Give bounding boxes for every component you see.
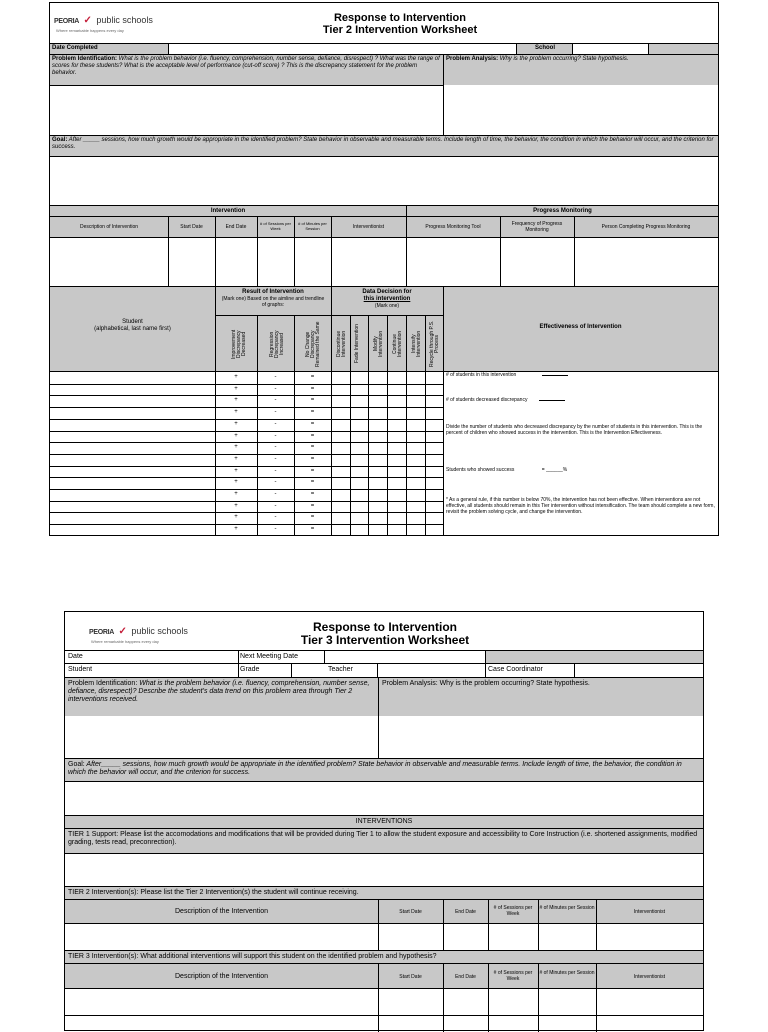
result-mark-improvement[interactable]: + — [234, 479, 238, 486]
result-mark-regression[interactable]: - — [274, 455, 277, 462]
result-mark-regression[interactable]: - — [274, 491, 277, 497]
col-minutes-per-session: # of Minutes per Session — [298, 221, 327, 231]
result-mark-improvement[interactable]: + — [234, 385, 238, 392]
eff-students-in-field[interactable] — [542, 375, 568, 376]
result-mark-no-change[interactable]: = — [310, 409, 315, 416]
result-mark-regression[interactable]: - — [274, 502, 277, 509]
goal-text: After _____ sessions, how much growth would be appropriate in the identified problem? State behavior in observable and measurable terms. Include length of time, the behavior, the condition in which the behavior will occur, and the criterion for success. — [52, 137, 714, 150]
tier2-intervention-entry-row[interactable] — [65, 924, 703, 950]
result-mark-improvement[interactable]: + — [234, 491, 238, 497]
t3-problem-identification-text: What is the problem behavior (i.e. fluency, comprehension, number sense, defiance, disrespect)? Describe the student's data trend on this problem area through Tier 2 interventions received. — [68, 680, 370, 703]
tier3-interventions-prompt: TIER 3 Intervention(s): What additional interventions will support this student on the identified problem and hypothesis? — [65, 951, 703, 963]
result-mark-no-change[interactable]: = — [310, 467, 315, 474]
t3-col-end-date-a: End Date — [455, 909, 476, 915]
teacher-label: Teacher — [328, 666, 353, 673]
next-meeting-date-field[interactable] — [325, 651, 485, 663]
result-col-improvement: Improvement Discrepancy Decreased — [231, 329, 247, 359]
student-header-line1: Student — [122, 319, 143, 325]
result-mark-regression[interactable]: - — [274, 444, 277, 451]
date-completed-label: Date Completed — [52, 45, 98, 51]
result-mark-no-change[interactable]: = — [310, 444, 315, 451]
eff-success-value[interactable]: = ______% — [541, 467, 568, 473]
intervention-header: Intervention — [50, 206, 406, 216]
problem-identification-prompt — [50, 55, 443, 85]
problem-identification-field[interactable] — [50, 85, 443, 135]
data-decision-header — [331, 289, 443, 309]
result-mark-no-change[interactable]: = — [310, 420, 315, 427]
result-mark-improvement[interactable]: + — [234, 420, 238, 427]
t3-problem-analysis-prompt: Problem Analysis: Why is the problem occurring? State hypothesis. — [378, 678, 703, 716]
problem-analysis-text: Why is the problem occurring? State hypothesis. — [498, 56, 629, 62]
progress-monitoring-header: Progress Monitoring — [406, 206, 718, 216]
t3-col-sessions-a: # of Sessions per Week — [493, 905, 533, 917]
case-coordinator-label: Case Coordinator — [488, 666, 543, 673]
district-logo — [54, 10, 153, 33]
eff-students-in — [446, 372, 716, 378]
t3-col-start-date-b: Start Date — [399, 974, 422, 980]
logo-tagline: Where remarkable happens every day — [56, 28, 124, 33]
col-sessions-per-week: # of Sessions per Week — [260, 221, 291, 231]
result-mark-no-change[interactable]: = — [310, 479, 315, 486]
result-mark-regression[interactable]: - — [274, 409, 277, 416]
t3-col-minutes-b: # of Minutes per Session — [539, 970, 595, 976]
date-label: Date — [68, 653, 83, 660]
t3-problem-identification-label: Problem Identification: — [68, 680, 138, 687]
logo-mark-icon: ✓ — [118, 626, 127, 637]
result-col-no-change: No Change Discrepancy Remained the Same — [305, 321, 321, 367]
intervention-entry-row[interactable] — [50, 238, 718, 286]
decision-col-fade: Fade Intervention — [354, 324, 360, 364]
result-header-line2: (Mark one) Based on the aimline and trendline of graphs: — [221, 296, 325, 308]
logo-schools: public schools — [96, 15, 153, 25]
student-header-line2: (alphabetical, last name first) — [94, 326, 171, 332]
result-mark-regression[interactable]: - — [274, 420, 277, 427]
result-mark-no-change[interactable]: = — [310, 526, 315, 533]
col-progress-monitoring-tool: Progress Monitoring Tool — [425, 224, 481, 230]
eff-success — [446, 467, 716, 473]
tier2-worksheet — [49, 2, 719, 536]
t3-col-end-date-b: End Date — [455, 974, 476, 980]
logo-word: PEORIA — [89, 629, 115, 636]
result-mark-regression[interactable]: - — [274, 526, 277, 533]
problem-analysis-field[interactable] — [443, 85, 718, 135]
logo-tagline: Where remarkable happens every day — [91, 639, 159, 644]
result-mark-improvement[interactable]: + — [234, 432, 238, 439]
t3-goal-field[interactable] — [65, 782, 703, 815]
result-col-regression: Regression Discrepancy Increased — [269, 330, 285, 358]
result-mark-improvement[interactable]: + — [234, 409, 238, 416]
result-mark-regression[interactable]: - — [274, 432, 277, 439]
result-mark-improvement[interactable]: + — [234, 455, 238, 462]
school-field[interactable] — [572, 44, 648, 54]
t3-col-description-a: Description of the Intervention — [175, 908, 268, 915]
result-mark-no-change[interactable]: = — [310, 455, 315, 462]
logo-word: PEORIA — [54, 18, 80, 25]
goal-field[interactable] — [50, 157, 718, 205]
result-mark-regression[interactable]: - — [274, 397, 277, 404]
col-frequency-of-progress-monitoring: Frequency of Progress Monitoring — [511, 221, 563, 233]
tier3-intervention-entry-row[interactable] — [65, 989, 703, 1015]
t3-problem-analysis-field[interactable] — [378, 716, 703, 758]
tier1-support-field[interactable] — [65, 854, 703, 886]
district-logo-tier3 — [89, 621, 188, 644]
tier2-title-line1: Response to Intervention — [333, 12, 467, 24]
grade-label: Grade — [240, 666, 260, 673]
col-interventionist: Interventionist — [352, 224, 385, 230]
effectiveness-header: Effectiveness of Intervention — [539, 324, 622, 330]
result-mark-improvement[interactable]: + — [234, 526, 238, 533]
result-mark-regression[interactable]: - — [274, 479, 277, 486]
logo-schools: public schools — [131, 626, 188, 636]
tier1-support-prompt: TIER 1 Support: Please list the accomodations and modifications that will be provided during Tier 1 to allow the student exposure and accessibility to Core Instruction (i.e. shortened assignments, modified grading, tests read, preconrection). — [65, 829, 703, 853]
tier3-title-line2: Tier 3 Intervention Worksheet — [300, 633, 470, 647]
result-mark-regression[interactable]: - — [274, 374, 277, 380]
logo-mark-icon: ✓ — [83, 15, 92, 26]
result-of-intervention-header — [215, 289, 331, 308]
result-mark-improvement[interactable]: + — [234, 502, 238, 509]
col-person-completing: Person Completing Progress Monitoring — [601, 224, 691, 230]
result-mark-improvement[interactable]: + — [234, 374, 238, 380]
col-end-date: End Date — [225, 224, 247, 230]
t3-goal-prompt — [65, 759, 703, 781]
result-mark-no-change[interactable]: = — [310, 491, 315, 497]
result-mark-improvement[interactable]: + — [234, 444, 238, 451]
next-meeting-date-label: Next Meeting Date — [240, 653, 298, 660]
problem-identification-label: Problem Identification: — [52, 56, 118, 62]
eff-students-decreased — [446, 397, 716, 403]
t3-goal-text: After_____ sessions, how much growth would be appropriate in the identified problem? State behavior in observable and measurable terms. Include length of time, the behavior, the condition in which the behavior will occur, and the criterion for success. — [68, 761, 682, 776]
result-mark-improvement[interactable]: + — [234, 467, 238, 474]
t3-goal-label: Goal: — [68, 761, 85, 768]
t3-problem-identification-field[interactable] — [65, 716, 378, 758]
eff-success-label: Students who showed success — [446, 467, 515, 473]
t3-col-start-date-a: Start Date — [399, 909, 422, 915]
t3-col-interventionist-a: Interventionist — [633, 909, 666, 915]
decision-col-recycle: Recycle through P.S. Process — [429, 320, 440, 368]
tier3-worksheet — [64, 611, 704, 1031]
decision-header-line3: (Mark one) — [374, 303, 400, 309]
tier3-title-line1: Response to Intervention — [312, 620, 458, 634]
result-mark-regression[interactable]: - — [274, 467, 277, 474]
eff-students-decreased-label: # of students decreased discrepancy — [446, 397, 528, 403]
eff-students-decreased-field[interactable] — [539, 400, 565, 401]
interventions-header: INTERVENTIONS — [65, 816, 703, 828]
col-description-of-intervention: Description of Intervention — [79, 224, 139, 230]
decision-col-discontinue: Discontinue Intervention — [336, 330, 347, 358]
t3-col-description-b: Description of the Intervention — [175, 973, 268, 980]
t3-col-sessions-b: # of Sessions per Week — [493, 970, 533, 982]
t3-col-minutes-a: # of Minutes per Session — [539, 905, 595, 911]
decision-col-intensify: Intensify Intervention — [411, 330, 422, 358]
result-mark-regression[interactable]: - — [274, 514, 277, 521]
t3-problem-identification-prompt — [65, 678, 378, 716]
student-label: Student — [68, 666, 93, 673]
col-start-date: Start Date — [180, 224, 203, 230]
eff-general-rule: * As a general rule, if this number is below 70%, the intervention has not been effective. When interventions are not effective, all students should remain in this Tier intervention without intensification. The team should complete a new form, revisit the problem solving cycle, and change the intervention. — [446, 497, 715, 515]
problem-identification-text: What is the problem behavior (i.e. fluency, comprehension, number sense, defiance, disrespect) ? What was the range of scores for these students? What is the acceptable level of performance (cut-off score) ? This is the discrepancy statement for the problem behavior. — [52, 56, 440, 76]
result-header-line1: Result of Intervention — [242, 289, 304, 295]
decision-col-modify: Modify Intervention — [373, 330, 384, 358]
result-mark-no-change[interactable]: = — [310, 397, 315, 404]
result-mark-no-change[interactable]: = — [310, 514, 315, 521]
problem-analysis-label: Problem Analysis: — [446, 56, 499, 62]
goal-prompt — [50, 136, 718, 156]
date-completed-field[interactable] — [168, 44, 516, 54]
result-mark-improvement[interactable]: + — [234, 514, 238, 521]
result-mark-no-change[interactable]: = — [310, 502, 315, 509]
result-mark-regression[interactable]: - — [274, 385, 277, 392]
result-mark-improvement[interactable]: + — [234, 397, 238, 404]
result-mark-no-change[interactable]: = — [310, 432, 315, 439]
goal-label: Goal: — [52, 137, 68, 143]
eff-divide-instructions: Divide the number of students who decreased discrepancy by the number of students in this intervention. This is the percent of children who showed success in the intervention. This is the Intervention Effectiveness. — [446, 424, 703, 436]
result-mark-no-change[interactable]: = — [310, 374, 315, 380]
result-mark-no-change[interactable]: = — [310, 385, 315, 392]
decision-header-line2: this intervention — [363, 296, 411, 302]
tier2-interventions-prompt: TIER 2 Intervention(s): Please list the Tier 2 Intervention(s) the student will continue receiving. — [65, 887, 703, 899]
decision-col-continue: Continue Intervention — [392, 330, 403, 358]
date-completed-label-cell — [50, 44, 168, 54]
school-label: School — [535, 45, 556, 51]
tier2-title-line2: Tier 2 Intervention Worksheet — [322, 24, 478, 36]
student-header — [50, 319, 215, 333]
school-label-cell — [516, 44, 572, 54]
problem-analysis-prompt — [443, 55, 718, 85]
decision-header-line1: Data Decision for — [362, 289, 412, 295]
t3-col-interventionist-b: Interventionist — [633, 974, 666, 980]
eff-students-in-label: # of students in this intervention — [446, 372, 517, 378]
